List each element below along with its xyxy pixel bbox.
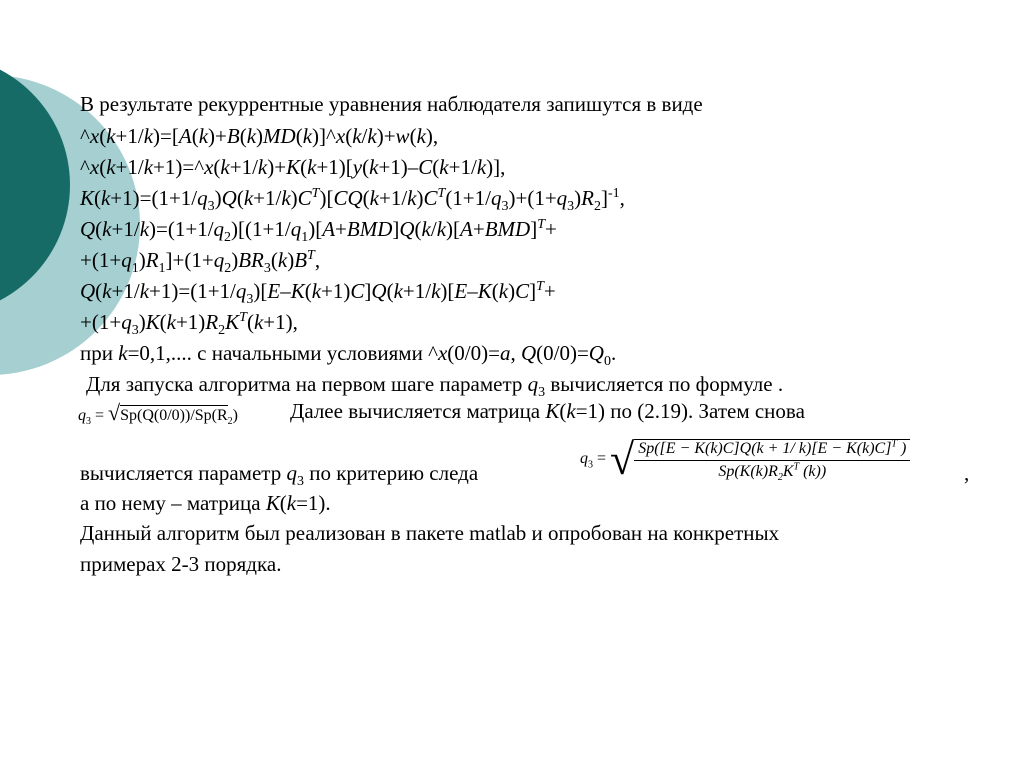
algorithm-start-line: Для запуска алгоритма на первом шаге параметр $q_3$ вычисляется по формуле .	[86, 372, 784, 401]
equation-4b: $+(1+q_1)R_1]+(1+q_2)BR_3(k)B^T$,	[80, 248, 321, 277]
equation-2: ^x(k+1/k+1)=^x(k+1/k)+K(k+1)[y(k+1)–C(k+1/k)],	[80, 155, 506, 179]
matrix-k1-line: а по нему – матрица К(k=1).	[80, 491, 331, 515]
conclusion-line-2: примерах 2-3 порядка.	[80, 552, 282, 576]
trace-criterion-line: вычисляется параметр $q_3$ по критерию следа	[80, 461, 479, 490]
equation-5b: $+(1+q_3)К(k+1)R_2K^T(k+1)$,	[80, 310, 298, 339]
initial-conditions-line: при k=0,1,.... с начальными условиями ^x(0/0)=a, $Q(0/0)=Q_0$.	[80, 341, 617, 370]
q3-trace-formula: $q_3$ = √ $\frac{Sp([E - K(k)C]Q(k + 1/ k)[E - K(k)C]^T )}{Sp(K(k)R_2K^T (k))}$	[580, 434, 910, 485]
q3-simple-formula: $q_3 = √Sp(Q(0/0))/Sp(R_2)$	[78, 400, 238, 428]
equation-4a: $Q(k+1/k)=(1+1/q_2)[(1+1/q_1)[A+BMD]Q(k/k)[A+BMD]^T+$	[80, 217, 557, 246]
equation-1: ^x(k+1/k)=[A(k)+B(k)MD(k)]^x(k/k)+w(k),	[80, 124, 439, 148]
equation-3: $К(k+1)=(1+1/q_3)Q(k+1/k)C^T)[CQ(k+1/k)C^T(1+1/q_3)+(1+q_3)R_2]^{-1}$,	[80, 186, 625, 215]
conclusion-line-1: Данный алгоритм был реализован в пакете matlab и опробован на конкретных	[80, 521, 780, 545]
intro-line: В результате рекуррентные уравнения наблюдателя запишутся в виде	[80, 92, 703, 116]
matrix-k-line: Далее вычисляется матрица K(k=1) по (2.19). Затем снова	[290, 399, 805, 423]
equation-5a: $Q(k+1/k+1)=(1+1/q_3)[E-K(k+1)C]Q(k+1/k)[E-K(k)C]^T+$	[80, 279, 556, 308]
trace-formula-comma: ,	[964, 461, 970, 485]
